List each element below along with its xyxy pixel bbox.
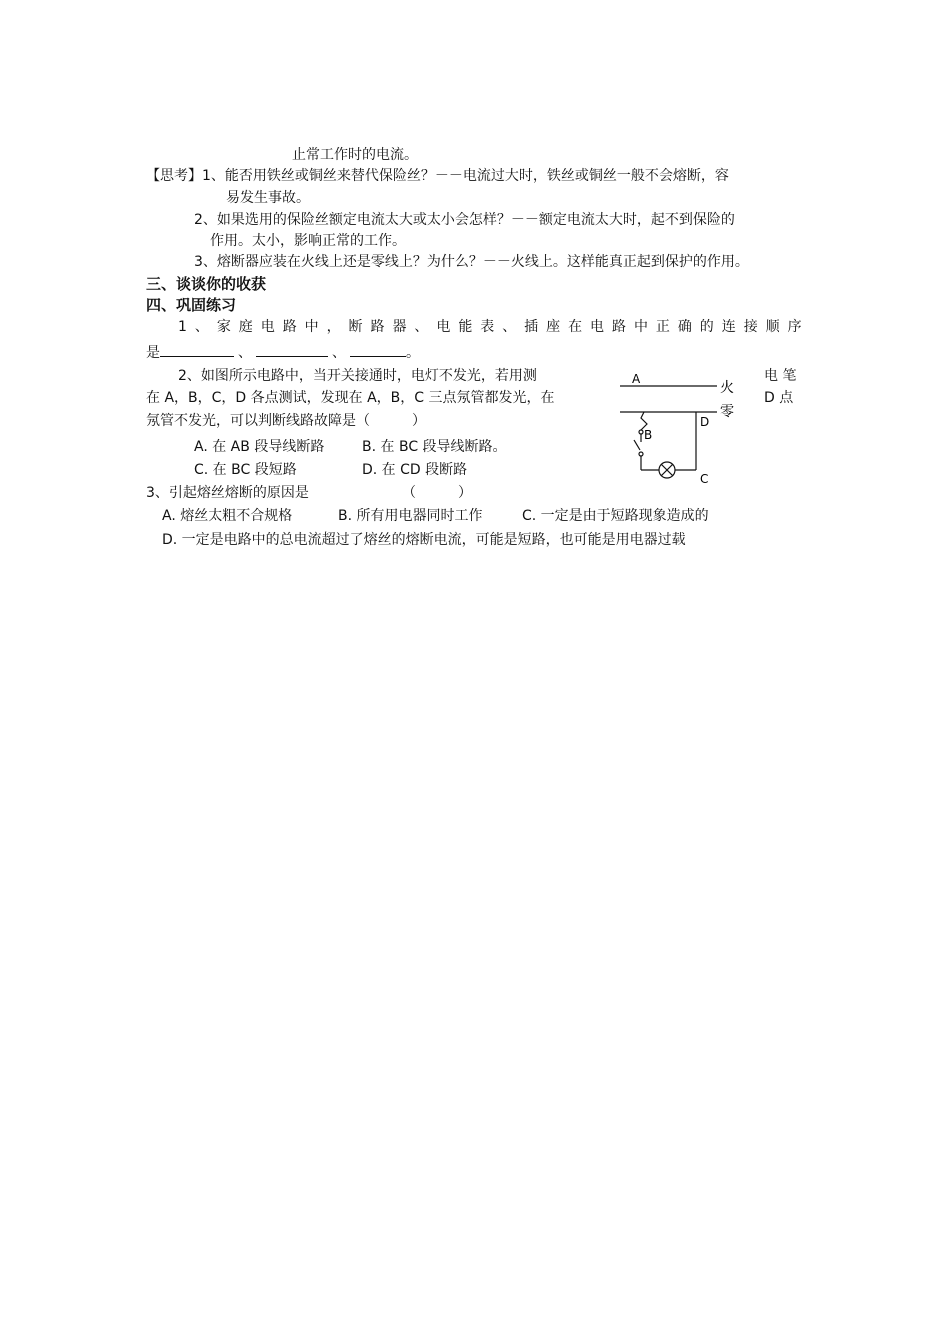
q1-char: 序 <box>787 319 802 335</box>
q1-char: 表 <box>480 319 495 335</box>
q3-paren: （ ） <box>402 485 472 501</box>
q1-char: ， <box>326 319 341 335</box>
q1-line-1 <box>178 318 802 336</box>
text-line-3a: 2、如果选用的保险丝额定电流太大或太小会怎样？－－额定电流太大时，起不到保险的 <box>194 212 735 228</box>
answer-blank-1[interactable] <box>160 343 234 357</box>
q3-option-a: A. 熔丝太粗不合规格 <box>162 508 293 524</box>
q1-separator: 、 <box>238 345 252 361</box>
answer-blank-2[interactable] <box>256 343 328 357</box>
text-line-4: 3、熔断器应装在火线上还是零线上？为什么？－－火线上。这样能真正起到保护的作用。 <box>194 254 749 270</box>
text-line-2a: 【思考】1、能否用铁丝或铜丝来替代保险丝？－－电流过大时，铁丝或铜丝一般不会熔断，容 <box>146 168 729 184</box>
q1-char: 插 <box>524 319 539 335</box>
q3-option-b: B. 所有用电器同时工作 <box>338 508 483 524</box>
q1-char: 顺 <box>765 319 780 335</box>
q3-option-c: C. 一定是由于短路现象造成的 <box>522 508 709 524</box>
q1-char: 路 <box>370 319 385 335</box>
q1-line-2 <box>146 343 420 362</box>
label-a: A <box>632 372 641 386</box>
q2-line-1: 2、如图所示电路中，当开关接通时，电灯不发光，若用测 <box>178 368 537 384</box>
q1-prefix: 是 <box>146 345 160 361</box>
section-heading-3: 三、谈谈你的收获 <box>146 275 267 293</box>
q2-option-c: C. 在 BC 段短路 <box>194 462 297 478</box>
q2-line-1-end: 电 笔 <box>764 368 797 384</box>
q1-end: 。 <box>406 345 420 361</box>
switch-contact-bottom <box>639 452 643 456</box>
q2-option-b: B. 在 BC 段导线断路。 <box>362 439 507 455</box>
text-line-1: 止常工作时的电流。 <box>292 147 418 163</box>
answer-blank-3[interactable] <box>350 343 406 357</box>
q1-char: 的 <box>699 319 714 335</box>
label-c: C <box>700 472 709 486</box>
q1-char: 电 <box>260 319 275 335</box>
q2-line-2: 在 A，B，C，D 各点测试，发现在 A，B，C 三点氖管都发光，在 <box>146 390 555 406</box>
q3-option-d: D. 一定是电路中的总电流超过了熔丝的熔断电流，可能是短路，也可能是用电器过载 <box>162 532 686 548</box>
q1-char: 器 <box>392 319 407 335</box>
switch-contact-top <box>639 430 643 434</box>
switch-blade <box>634 440 640 450</box>
section-heading-4: 四、巩固练习 <box>146 296 237 314</box>
circuit-diagram <box>610 368 750 498</box>
q1-char: 、 <box>502 319 517 335</box>
q1-char: 座 <box>546 319 561 335</box>
q1-char: 正 <box>655 319 670 335</box>
q1-char: 家 <box>216 319 231 335</box>
q1-separator: 、 <box>332 345 346 361</box>
q1-char: 路 <box>611 319 626 335</box>
q2-line-3: 氖管不发光，可以判断线路故障是（ ） <box>146 413 426 429</box>
text-line-2b: 易发生事故。 <box>226 190 310 206</box>
q3-stem: 3、引起熔丝熔断的原因是 <box>146 485 309 501</box>
q1-char: 断 <box>348 319 363 335</box>
q1-char: 中 <box>304 319 319 335</box>
q1-char: 电 <box>436 319 451 335</box>
label-live: 火 <box>720 380 734 396</box>
q2-option-d: D. 在 CD 段断路 <box>362 462 468 478</box>
label-neutral: 零 <box>720 404 734 420</box>
q2-line-2-end: D 点 <box>764 390 794 406</box>
q1-char: 接 <box>743 319 758 335</box>
label-d: D <box>700 415 710 429</box>
text-line-3b: 作用。太小，影响正常的工作。 <box>210 233 406 249</box>
q1-char: 1 <box>178 319 187 335</box>
q1-char: 确 <box>677 319 692 335</box>
q1-char: 能 <box>458 319 473 335</box>
label-b: B <box>644 428 653 442</box>
q1-char: 路 <box>282 319 297 335</box>
q1-char: 连 <box>721 319 736 335</box>
q1-char: 电 <box>590 319 605 335</box>
q1-char: 在 <box>568 319 583 335</box>
q1-char: 中 <box>633 319 648 335</box>
q1-char: 、 <box>414 319 429 335</box>
q1-char: 庭 <box>238 319 253 335</box>
q1-char: 、 <box>194 319 209 335</box>
q2-option-a: A. 在 AB 段导线断路 <box>194 439 325 455</box>
